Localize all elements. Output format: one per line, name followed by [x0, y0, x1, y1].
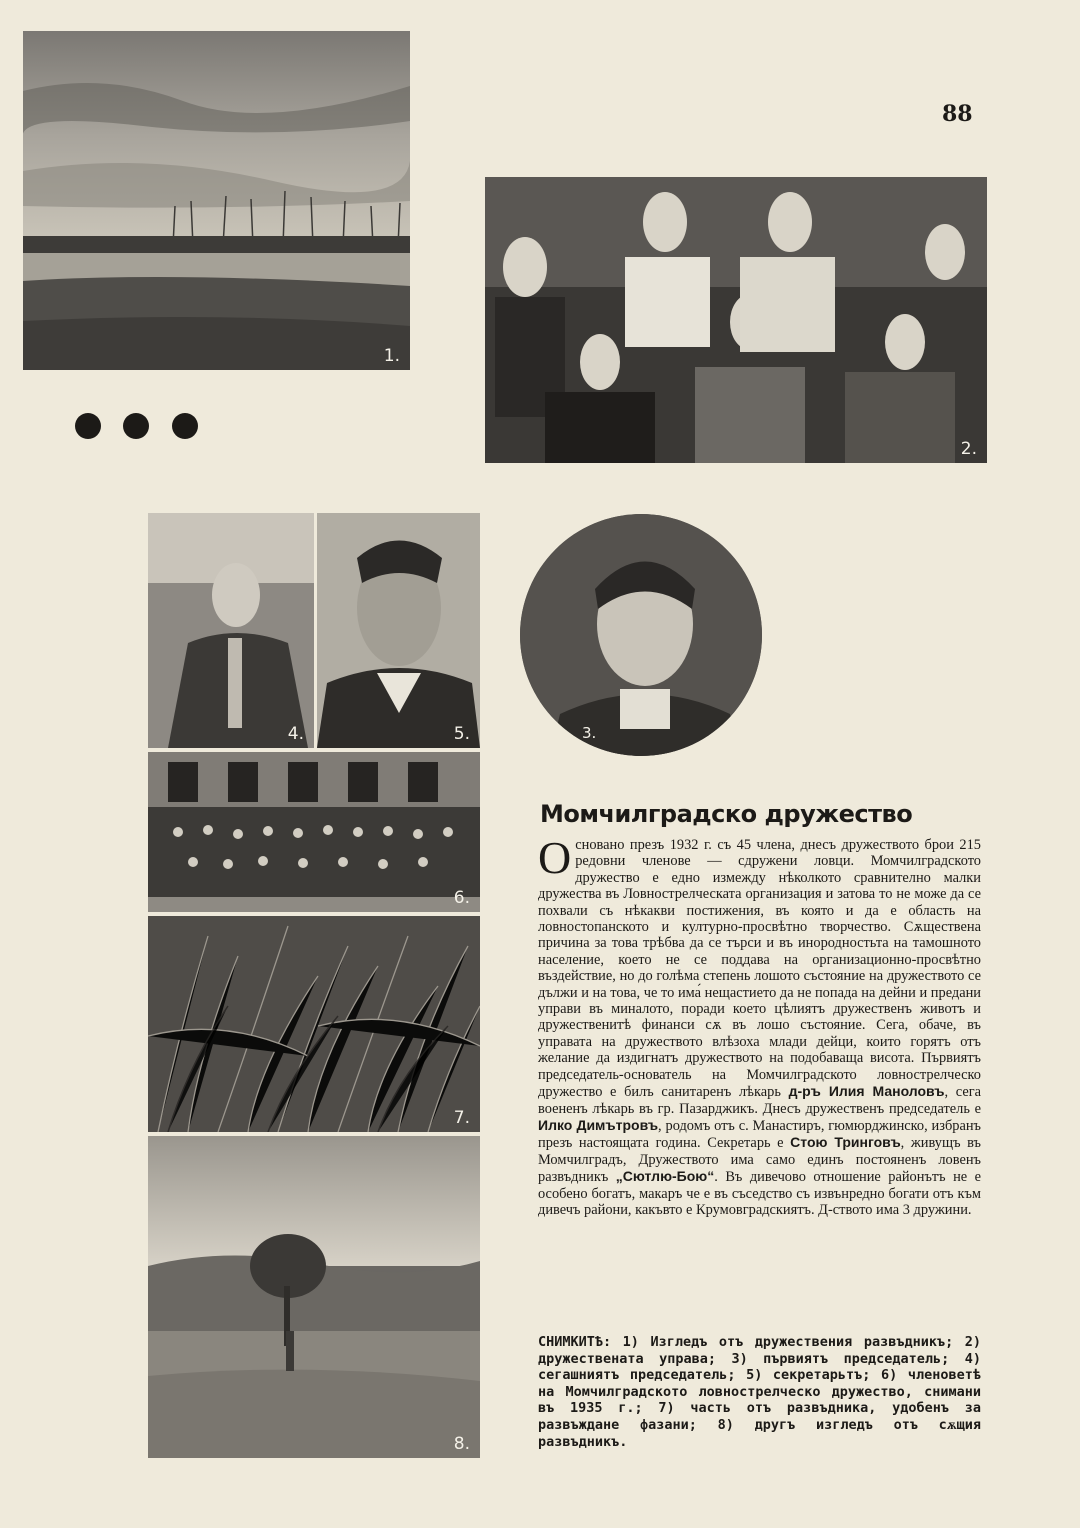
article-paragraph-part: , сега воененъ лѣкарь въ гр. Пазарджикъ. Днесъ дружественъ председатель е	[538, 1084, 981, 1117]
decorative-dot	[123, 413, 149, 439]
article-title: Момчилградско дружество	[540, 800, 913, 828]
page-number: 88	[942, 101, 973, 127]
photo-4-number: 4.	[287, 724, 304, 744]
photo-8-number: 8.	[453, 1434, 470, 1454]
photo-1-breeding-ground-view	[23, 31, 410, 370]
place-name: „Сютлю-Бою“	[615, 1168, 715, 1185]
person-name: Стою Тринговъ	[790, 1134, 901, 1151]
photo-8-breeding-ground-other-view	[148, 1136, 480, 1458]
photo-5-number: 5.	[453, 724, 470, 744]
decorative-dot	[75, 413, 101, 439]
article-paragraph-part: . Въ дивечово отношение районътъ не е особено богатъ, макаръ че е въ съседство съ извънредно богати отъ към дивечъ райони, какъвто е Крумовградскиятъ. Д-ството има 3 дружини.	[538, 1169, 981, 1218]
article-paragraph-part: , живущъ въ Момчилградъ, Дружеството има само единъ постояненъ ловенъ развъдникъ	[538, 1135, 981, 1186]
photo-7-number: 7.	[453, 1108, 470, 1128]
photo-4-current-chairman	[148, 513, 314, 748]
article-paragraph-part: , родомъ отъ с. Манастиръ, гюмюрджинско, избранъ презъ настоящата година. Секретарь е	[538, 1117, 981, 1152]
photo-2-society-board	[485, 177, 987, 463]
article-paragraph-part: сновано презъ 1932 г. съ 45 члена, днесъ дружеството брои 215 редовни членове — сдружени ловци. Момчилградското дружество е едно измежду нѣколкото сравнително малки дружества въ Ловнострелческата организация и затова то не може да се похвали съ нѣкакви постижения, въ която и да е область на ловностопанското и културно-просвѣтно творчество. Сѫществена причина за това трѣбва да се търси и въ инородностьта на тамошното население, което не се поддава на организационно-просвѣтно въздействие, но до голѣма степень лошото състояние на дружеството се дължи и на това, че то има́ нещастието да не попада на дейни и предани управи въ миналото, поради което цѣлиятъ дружественъ животъ и дружественитѣ финанси сѫ въ лошо състояние. Сега, обаче, въ управата на дружеството влѣзоха млади дейци, които горятъ отъ желание да издигнатъ дружеството на подобаваща висота. Първиятъ председатель-основатель на Момчилградското ловнострелческо дружество е билъ санитаренъ лѣкарь	[538, 837, 981, 1101]
photo-5-secretary	[317, 513, 480, 748]
photo-captions: СНИМКИТѢ: 1) Изгледъ отъ дружествения развъдникъ; 2) дружествената управа; 3) първиятъ председатель; 4) сегашниятъ председатель; 5) секретарьтъ; 6) членоветѣ на Момчилградското ловнострелческо дружество, снимани въ 1935 г.; 7) часть отъ развъдника, удобенъ за развъждане фазани; 8) другъ изгледъ отъ сѫщия развъдникъ.	[538, 1334, 981, 1450]
person-name: д-ръ Илия Маноловъ	[788, 1083, 945, 1100]
photo-1-number: 1.	[383, 346, 400, 366]
photo-7-breeding-ground-part	[148, 916, 480, 1132]
photo-3-first-chairman	[520, 514, 762, 756]
photo-2-number: 2.	[960, 439, 977, 459]
photo-6-number: 6.	[453, 888, 470, 908]
photo-6-society-members	[148, 752, 480, 912]
article-body	[538, 832, 981, 1218]
person-name: Илко Димътровъ	[538, 1116, 659, 1133]
decorative-dot	[172, 413, 198, 439]
drop-cap: О	[538, 832, 572, 883]
photo-3-number: 3.	[582, 724, 597, 742]
